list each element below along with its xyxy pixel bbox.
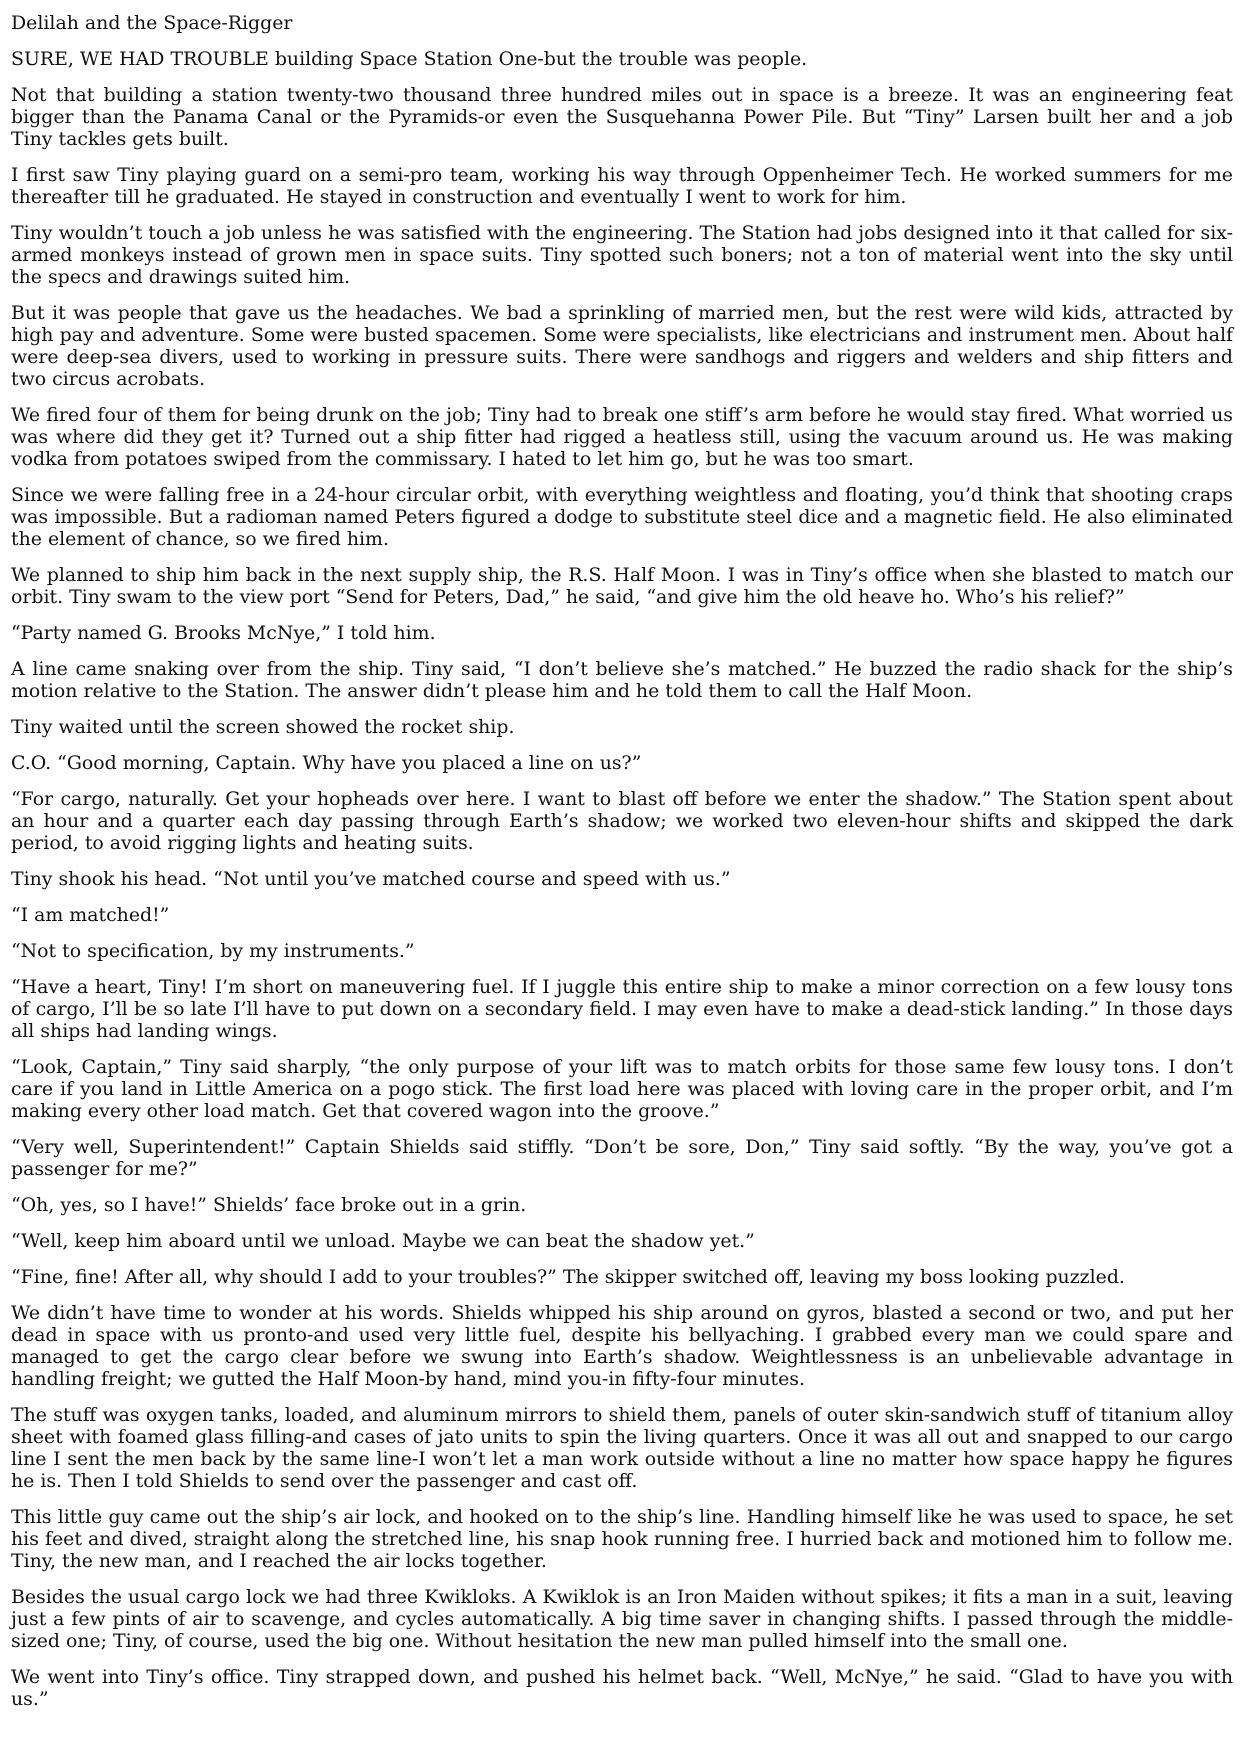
paragraph: We fired four of them for being drunk on the job; Tiny had to break one stiff’s arm before he would stay fired. What worried us was where did they get it? Turned out a ship fitter had rigged a heatless still, using the vacuum around us. He was making vodka from potatoes swiped from the commissary. I hated to let him go, but he was too smart. bbox=[11, 404, 1233, 470]
paragraph: C.O. “Good morning, Captain. Why have you placed a line on us?” bbox=[11, 752, 642, 774]
story-body bbox=[11, 48, 1233, 1710]
paragraph: A line came snaking over from the ship. Tiny said, “I don’t believe she’s matched.” He buzzed the radio shack for the ship’s motion relative to the Station. The answer didn’t please him and he told them to call the Half Moon. bbox=[11, 658, 1233, 702]
paragraph: But it was people that gave us the headaches. We bad a sprinkling of married men, but the rest were wild kids, attracted by high pay and adventure. Some were busted spacemen. Some were specialists, like electricians and instrument men. About half were deep-sea divers, used to working in pressure suits. There were sandhogs and riggers and welders and ship fitters and two circus acrobats. bbox=[11, 302, 1233, 390]
story-page bbox=[11, 12, 1233, 1724]
paragraph: “Fine, fine! After all, why should I add to your troubles?” The skipper switched off, leaving my boss looking puzzled. bbox=[11, 1266, 1125, 1288]
paragraph: “Not to specification, by my instruments.” bbox=[11, 940, 415, 962]
paragraph: Since we were falling free in a 24-hour circular orbit, with everything weightless and floating, you’d think that shooting craps was impossible. But a radioman named Peters figured a dodge to substitute steel dice and a magnetic field. He also eliminated the element of chance, so we fired him. bbox=[11, 484, 1233, 550]
story-title: Delilah and the Space-Rigger bbox=[11, 12, 293, 34]
paragraph: We planned to ship him back in the next supply ship, the R.S. Half Moon. I was in Tiny’s office when she blasted to match our orbit. Tiny swam to the view port “Send for Peters, Dad,” he said, “and give him the old heave ho. Who’s his relief?” bbox=[11, 564, 1233, 608]
paragraph: This little guy came out the ship’s air lock, and hooked on to the ship’s line. Handling himself like he was used to space, he set his feet and dived, straight along the stretched line, his snap hook running free. I hurried back and motioned him to follow me. Tiny, the new man, and I reached the air locks together. bbox=[11, 1506, 1233, 1572]
paragraph: “Look, Captain,” Tiny said sharply, “the only purpose of your lift was to match orbits for those same few lousy tons. I don’t care if you land in Little America on a pogo stick. The first load here was placed with loving care in the proper orbit, and I’m making every other load match. Get that covered wagon into the groove.” bbox=[11, 1056, 1233, 1122]
paragraph: Tiny waited until the screen showed the rocket ship. bbox=[11, 716, 515, 738]
paragraph: “Very well, Superintendent!” Captain Shields said stiffly. “Don’t be sore, Don,” Tiny said softly. “By the way, you’ve got a passenger for me?” bbox=[11, 1136, 1233, 1180]
paragraph: Tiny wouldn’t touch a job unless he was satisfied with the engineering. The Station had jobs designed into it that called for six-armed monkeys instead of grown men in space suits. Tiny spotted such boners; not a ton of material went into the sky until the specs and drawings suited him. bbox=[11, 222, 1233, 288]
paragraph: “Oh, yes, so I have!” Shields’ face broke out in a grin. bbox=[11, 1194, 527, 1216]
paragraph: We didn’t have time to wonder at his words. Shields whipped his ship around on gyros, blasted a second or two, and put her dead in space with us pronto-and used very little fuel, despite his bellyaching. I grabbed every man we could spare and managed to get the cargo clear before we swung into Earth’s shadow. Weightlessness is an unbelievable advantage in handling freight; we gutted the Half Moon-by hand, mind you-in fifty-four minutes. bbox=[11, 1302, 1233, 1390]
paragraph: We went into Tiny’s office. Tiny strapped down, and pushed his helmet back. “Well, McNye,” he said. “Glad to have you with us.” bbox=[11, 1666, 1233, 1710]
paragraph: Besides the usual cargo lock we had three Kwikloks. A Kwiklok is an Iron Maiden without spikes; it fits a man in a suit, leaving just a few pints of air to scavenge, and cycles automatically. A big time saver in changing shifts. I passed through the middle-sized one; Tiny, of course, used the big one. Without hesitation the new man pulled himself into the small one. bbox=[11, 1586, 1233, 1652]
paragraph: “I am matched!” bbox=[11, 904, 170, 926]
paragraph: Tiny shook his head. “Not until you’ve matched course and speed with us.” bbox=[11, 868, 731, 890]
paragraph: The stuff was oxygen tanks, loaded, and aluminum mirrors to shield them, panels of outer skin-sandwich stuff of titanium alloy sheet with foamed glass filling-and cases of jato units to spin the living quarters. Once it was all out and snapped to our cargo line I sent the men back by the same line-I won’t let a man work outside without a line no matter how space happy he figures he is. Then I told Shields to send over the passenger and cast off. bbox=[11, 1404, 1233, 1492]
paragraph: “Party named G. Brooks McNye,” I told him. bbox=[11, 622, 436, 644]
paragraph: “For cargo, naturally. Get your hopheads over here. I want to blast off before we enter the shadow.” The Station spent about an hour and a quarter each day passing through Earth’s shadow; we worked two eleven-hour shifts and skipped the dark period, to avoid rigging lights and heating suits. bbox=[11, 788, 1233, 854]
paragraph: SURE, WE HAD TROUBLE building Space Station One-but the trouble was people. bbox=[11, 48, 808, 70]
paragraph: I first saw Tiny playing guard on a semi-pro team, working his way through Oppenheimer Tech. He worked summers for me thereafter till he graduated. He stayed in construction and eventually I went to work for him. bbox=[11, 164, 1233, 208]
paragraph: Not that building a station twenty-two thousand three hundred miles out in space is a breeze. It was an engineering feat bigger than the Panama Canal or the Pyramids-or even the Susquehanna Power Pile. But “Tiny” Larsen built her and a job Tiny tackles gets built. bbox=[11, 84, 1233, 150]
paragraph: “Well, keep him aboard until we unload. Maybe we can beat the shadow yet.” bbox=[11, 1230, 755, 1252]
paragraph: “Have a heart, Tiny! I’m short on maneuvering fuel. If I juggle this entire ship to make a minor correction on a few lousy tons of cargo, I’ll be so late I’ll have to put down on a secondary field. I may even have to make a dead-stick landing.” In those days all ships had landing wings. bbox=[11, 976, 1233, 1042]
